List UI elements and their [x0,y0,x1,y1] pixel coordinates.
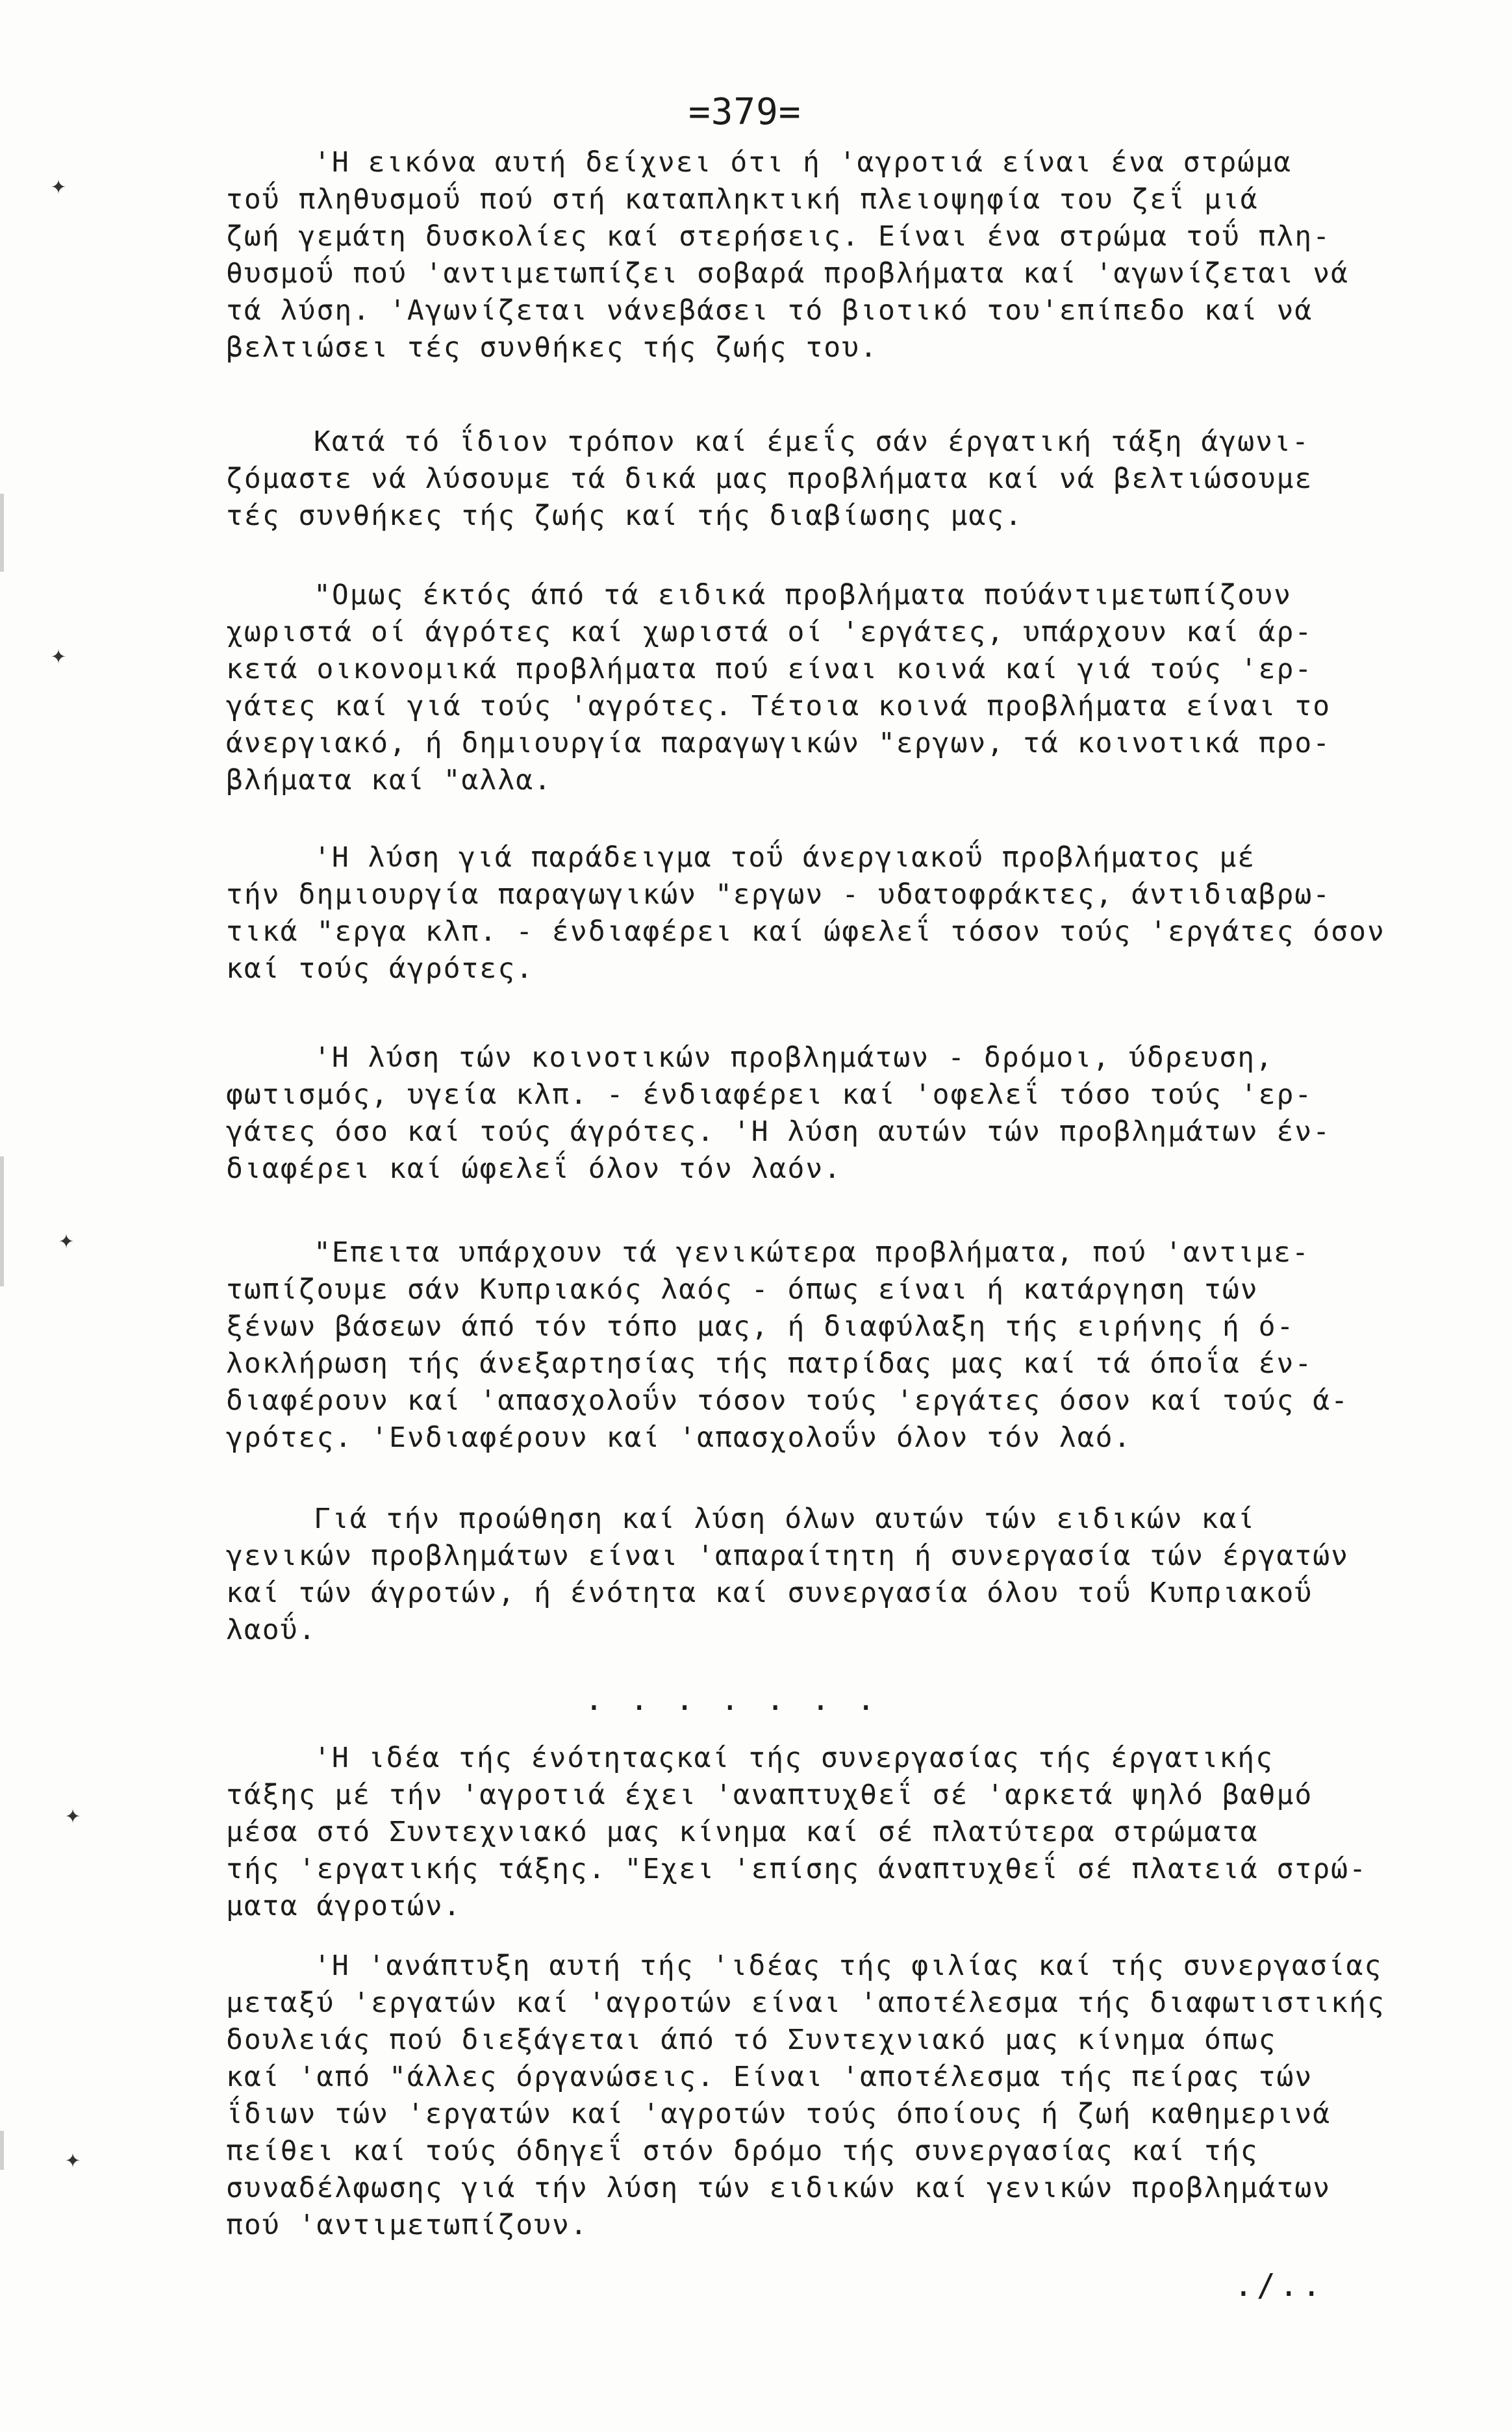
margin-mark: ✦ [65,2144,81,2174]
paragraph-2: Κατά τό ΐδιον τρόπον καί έμεΐς σάν έργατική τάξη άγωνι- ζόμαστε νά λύσουμε τά δικά μας προβλήματα καί νά βελτιώσουμε τές συνθήκες τής ζωής καί τής διαβίωσης μας. [226,426,1313,532]
scan-edge-mark [0,2131,4,2170]
continuation-mark: ./.. [1234,2267,1325,2304]
paragraph-3: "Ομως έκτός άπό τά ειδικά προβλήματα πούάντιμετωπίζουν χωριστά οί άγρότες καί χωριστά οί 'εργάτες, υπάρχουν καί άρ- κετά οικονομικά προβλήματα πού είναι κοινά καί γιά τούς 'ερ- γάτες καί γιά τούς 'αγρότες. Τέτοια κοινά προβλήματα είναι το άνεργιακό, ή δημιουργία παραγωγικών "εργων, τά κοινοτικά προ- βλήματα καί "αλλα. [226,579,1331,796]
paragraph-4: 'Η λύση γιά παράδειγμα τοΰ άνεργιακοΰ προβλήματος μέ τήν δημιουργία παραγωγικών "εργων - υδατοφράκτες, άντιδιαβρω- τικά "εργα κλπ. - ένδιαφέρει καί ώφελεΐ τόσον τούς 'εργάτες όσον καί τούς άγρότες. [226,841,1385,985]
page-number: =379= [688,91,801,133]
margin-mark: ✦ [51,640,67,670]
scan-edge-mark [0,1156,4,1286]
paragraph-7: Γιά τήν προώθηση καί λύση όλων αυτών τών ειδικών καί γενικών προβλημάτων είναι 'απαραίτητη ή συνεργασία τών έργατών καί τών άγροτών, ή ένότητα καί συνεργασία όλου τοΰ Κυπριακοΰ λαοΰ. [226,1503,1350,1646]
paragraph-5: 'Η λύση τών κοινοτικών προβλημάτων - δρόμοι, ύδρευση, φωτισμός, υγεία κλπ. - ένδιαφέρει καί 'οφελεΐ τόσο τούς 'ερ- γάτες όσο καί τούς άγρότες. 'Η λύση αυτών τών προβλημάτων έν- διαφέρει καί ώφελεΐ όλον τόν λαόν. [226,1041,1331,1185]
margin-mark: ✦ [65,1800,81,1829]
margin-mark: ✦ [51,170,67,200]
paragraph-1: 'Η εικόνα αυτή δείχνει ότι ή 'αγροτιά είναι ένα στρώμα τοΰ πληθυσμοΰ πού στή καταπληκτική πλειοψηφία του ζεΐ μιά ζωή γεμάτη δυσκολίες καί στερήσεις. Είναι ένα στρώμα τοΰ πλη- θυσμοΰ πού 'αντιμετωπίζει σοβαρά προβλήματα καί 'αγωνίζεται νά τά λύση. 'Αγωνίζεται νάνεβάσει τό βιοτικό του'επίπεδο καί νά βελτιώσει τές συνθήκες τής ζωής του. [226,146,1350,364]
section-separator: . . . . . . . [585,1681,879,1718]
paragraph-8: 'Η ιδέα τής ένότηταςκαί τής συνεργασίας τής έργατικής τάξης μέ τήν 'αγροτιά έχει 'αναπτυχθεΐ σέ 'αρκετά ψηλό βαθμό μέσα στό Συντεχνιακό μας κίνημα καί σέ πλατύτερα στρώματα τής 'εργατικής τάξης. "Εχει 'επίσης άναπτυχθεΐ σέ πλατειά στρώ- ματα άγροτών. [226,1742,1367,1922]
margin-mark: ✦ [58,1225,75,1254]
paragraph-9: 'Η 'ανάπτυξη αυτή τής 'ιδέας τής φιλίας καί τής συνεργασίας μεταξύ 'εργατών καί 'αγροτών είναι 'αποτέλεσμα τής διαφωτιστικής δουλειάς πού διεξάγεται άπό τό Συντεχνιακό μας κίνημα όπως καί 'από "άλλες όργανώσεις. Είναι 'αποτέλεσμα τής πείρας τών ΐδιων τών 'εργατών καί 'αγροτών τούς όποίους ή ζωή καθημερινά πείθει καί τούς όδηγεΐ στόν δρόμο τής συνεργασίας καί τής συναδέλφωσης γιά τήν λύση τών ειδικών καί γενικών προβλημάτων πού 'αντιμετωπίζουν. [226,1950,1385,2241]
scan-edge-mark [0,494,4,572]
paragraph-6: "Επειτα υπάρχουν τά γενικώτερα προβλήματα, πού 'αντιμε- τωπίζουμε σάν Κυπριακός λαός - όπως είναι ή κατάργηση τών ξένων βάσεων άπό τόν τόπο μας, ή διαφύλαξη τής ειρήνης ή ό- λοκλήρωση τής άνεξαρτησίας τής πατρίδας μας καί τά όποΐα έν- διαφέρουν καί 'απασχολοΰν τόσον τούς 'εργάτες όσον καί τούς ά- γρότες. 'Ενδιαφέρουν καί 'απασχολοΰν όλον τόν λαό. [226,1236,1350,1454]
